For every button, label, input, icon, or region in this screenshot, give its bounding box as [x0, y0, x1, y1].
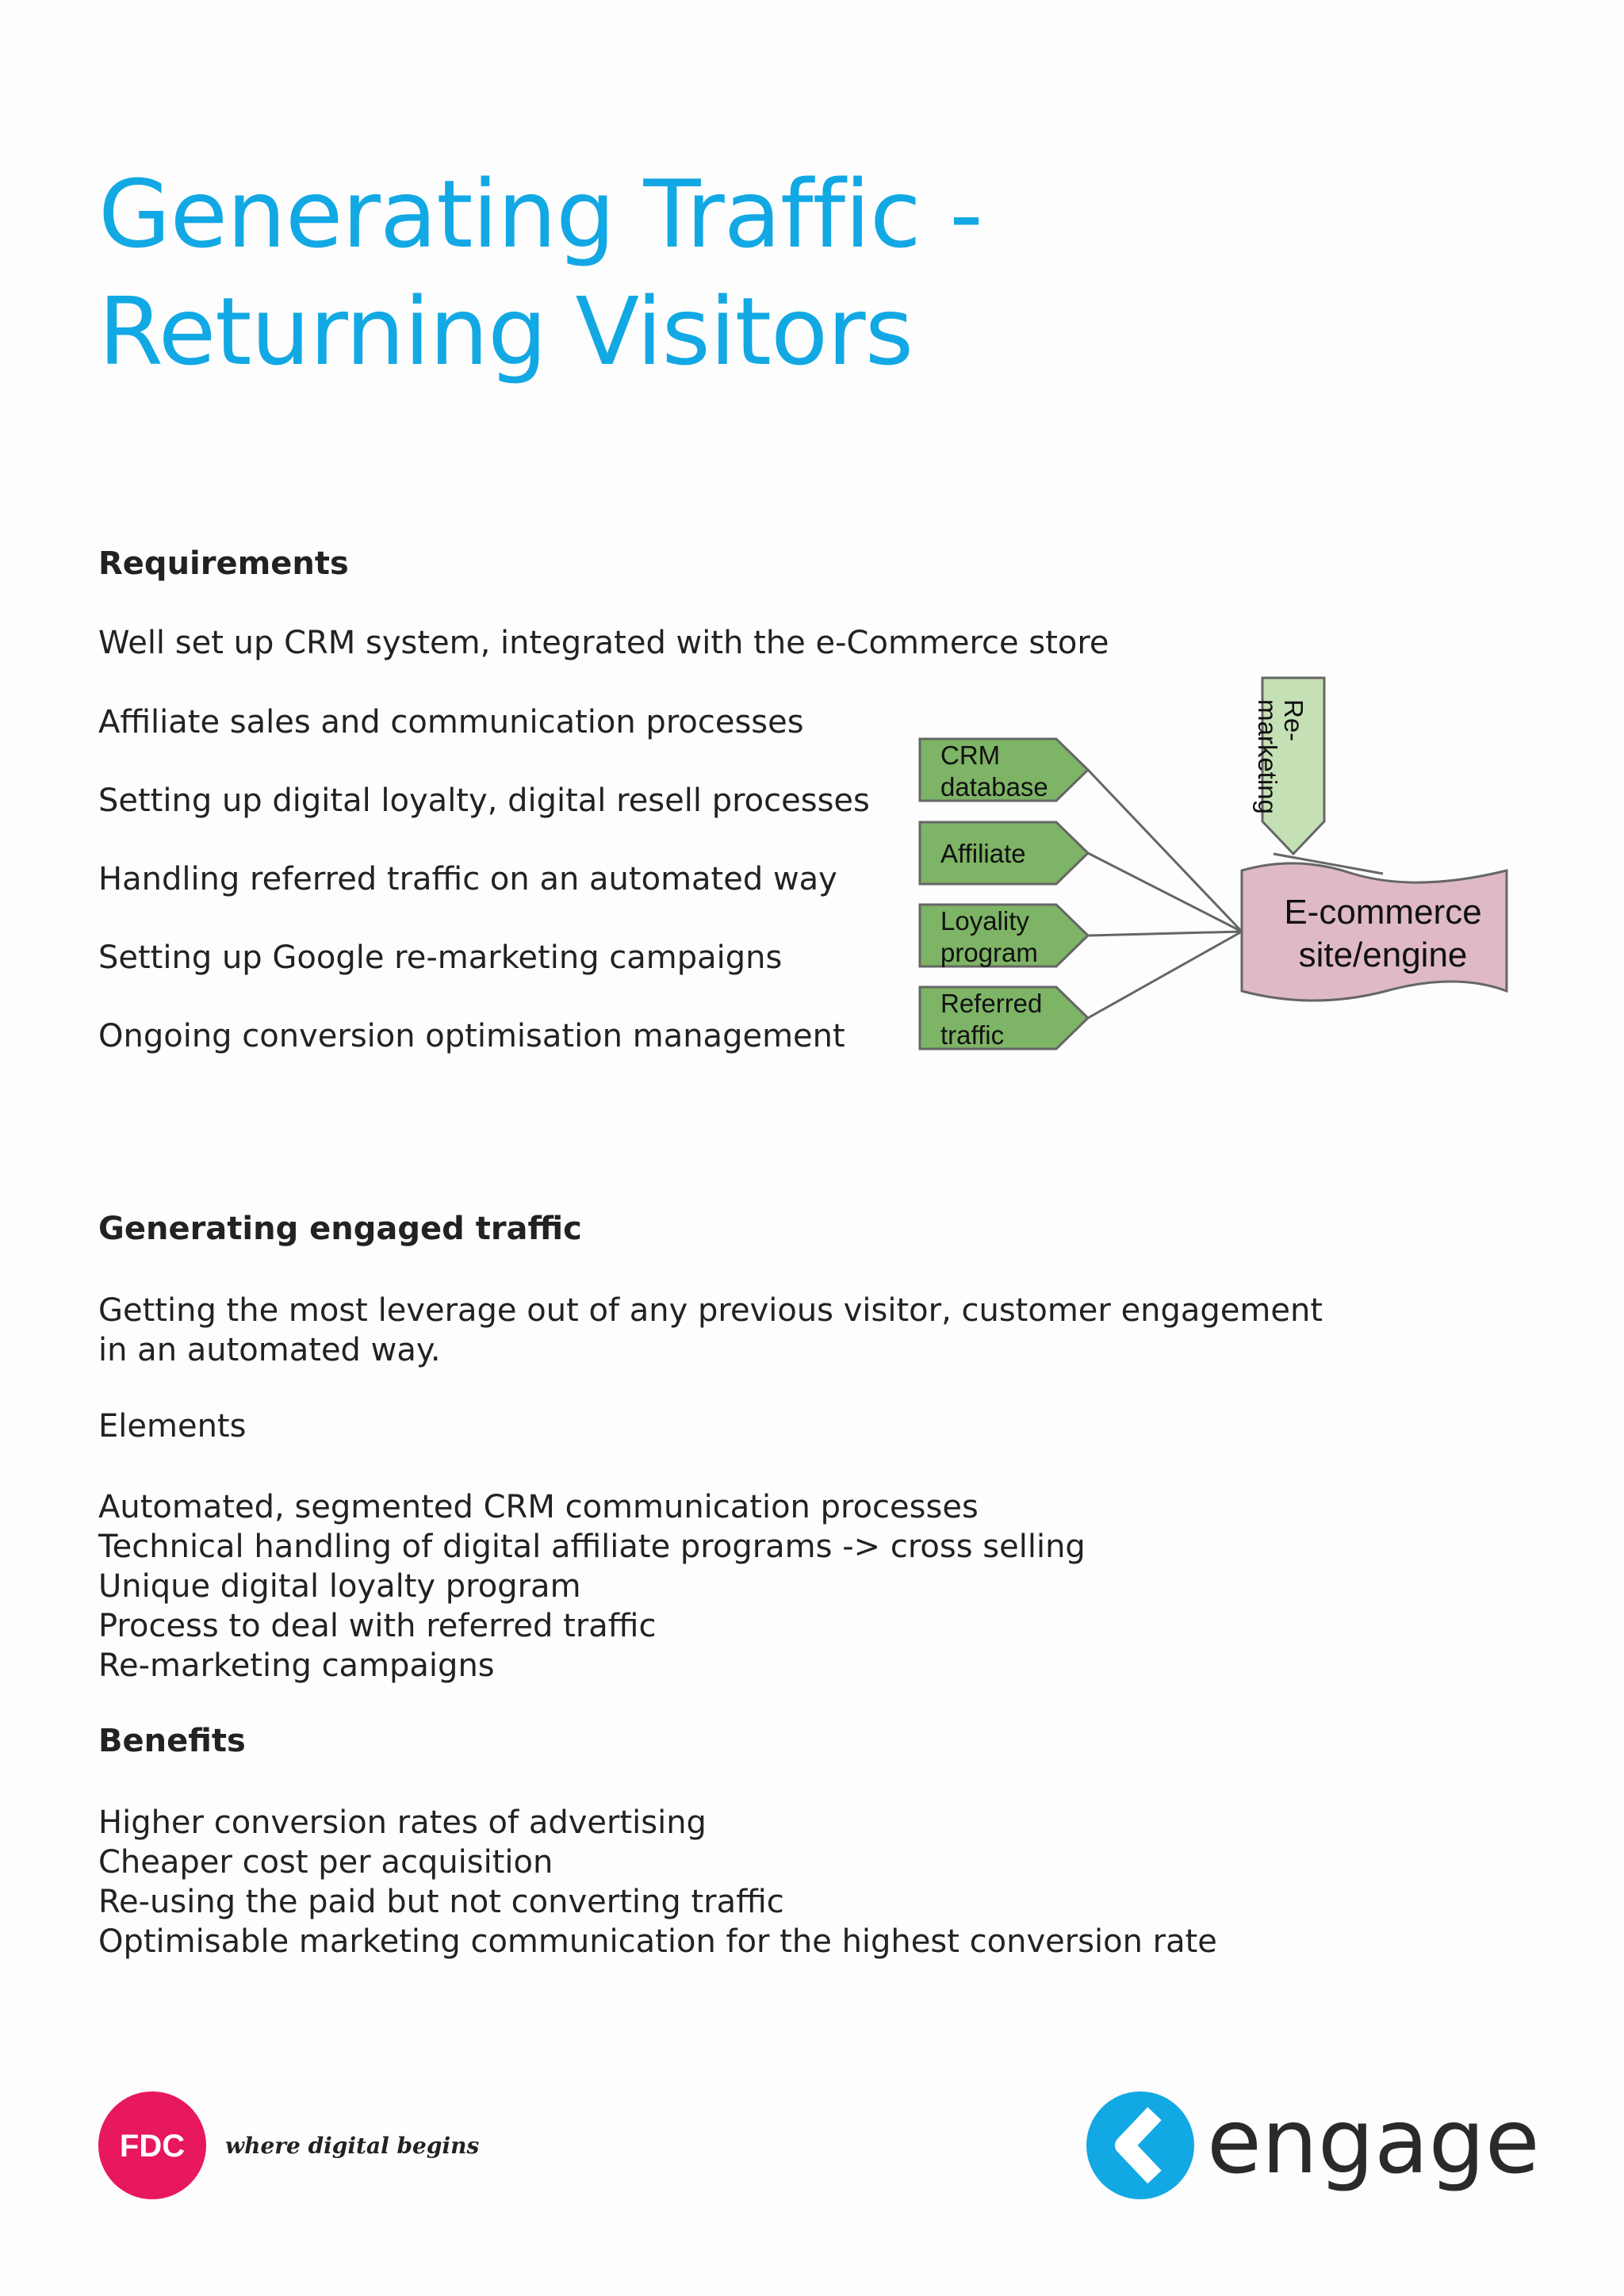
connector-line-referred — [1088, 932, 1242, 1018]
remarketing-label: Re- — [1279, 699, 1308, 742]
source-label: CRM — [940, 740, 1001, 770]
source-label: traffic — [940, 1020, 1005, 1050]
source-referred-traffic — [920, 987, 1088, 1050]
source-label: Affiliate — [940, 839, 1026, 868]
source-label: database — [940, 772, 1048, 802]
elements-item: Automated, segmented CRM communication processes — [98, 1489, 979, 1525]
benefits-item: Re-using the paid but not converting traffic — [98, 1884, 784, 1920]
requirement-item: Setting up Google re-marketing campaigns — [98, 939, 783, 976]
source-label: Referred — [940, 989, 1043, 1018]
source-label: Loyality — [940, 906, 1029, 936]
elements-item: Technical handling of digital affiliate programs -> cross selling — [98, 1529, 1086, 1565]
fdc-logo — [98, 2090, 480, 2201]
benefits-heading: Benefits — [98, 1723, 246, 1759]
engage-logo — [1086, 2085, 1540, 2212]
benefits-item: Higher conversion rates of advertising — [98, 1804, 707, 1841]
source-affiliate — [920, 822, 1088, 884]
ecommerce-label: E-commerce — [1284, 893, 1482, 932]
requirement-item: Handling referred traffic on an automated way — [98, 861, 837, 897]
engaged-description — [98, 1291, 1323, 1370]
requirement-item: Ongoing conversion optimisation management — [98, 1018, 845, 1054]
ecommerce-target — [1242, 863, 1507, 1001]
source-crm-database — [920, 739, 1088, 802]
elements-item: Process to deal with referred traffic — [98, 1608, 657, 1644]
requirement-item: Setting up digital loyalty, digital resell processes — [98, 783, 870, 819]
fdc-tagline: where digital begins — [225, 2133, 480, 2159]
elements-item: Re-marketing campaigns — [98, 1647, 495, 1684]
page-title: Generating Traffic - Returning Visitors — [98, 159, 982, 386]
connector-line-crm — [1088, 770, 1242, 932]
benefits-item: Optimisable marketing communication for the highest conversion rate — [98, 1923, 1217, 1960]
requirements-heading: Requirements — [98, 545, 349, 582]
engaged-text-line: Getting the most leverage out of any previous visitor, customer engagement — [98, 1292, 1323, 1329]
elements-item: Unique digital loyalty program — [98, 1568, 581, 1605]
elements-heading: Elements — [98, 1408, 247, 1445]
benefits-item: Cheaper cost per acquisition — [98, 1844, 553, 1881]
remarketing-label: marketing — [1253, 699, 1282, 814]
fdc-logo-text: FDC — [119, 2129, 186, 2164]
source-label: program — [940, 938, 1038, 967]
connector-line-loyalty — [1088, 932, 1242, 936]
requirement-item: Affiliate sales and communication processes — [98, 704, 804, 740]
engage-logo-circle — [1086, 2091, 1194, 2199]
engaged-text-line: in an automated way. — [98, 1332, 441, 1368]
benefits-list — [98, 1803, 1217, 1961]
requirement-item: Well set up CRM system, integrated with the e-Commerce store — [98, 625, 1109, 661]
ecommerce-label: site/engine — [1298, 936, 1468, 974]
ecommerce-target-shape — [1242, 863, 1507, 1001]
elements-list — [98, 1487, 1086, 1686]
engage-logo-text: engage — [1207, 2091, 1540, 2194]
traffic-diagram — [904, 666, 1538, 1062]
remarketing-arrow — [1253, 678, 1324, 854]
engaged-heading: Generating engaged traffic — [98, 1211, 582, 1247]
connector-line-affiliate — [1088, 853, 1242, 932]
source-loyality-program — [920, 905, 1088, 967]
